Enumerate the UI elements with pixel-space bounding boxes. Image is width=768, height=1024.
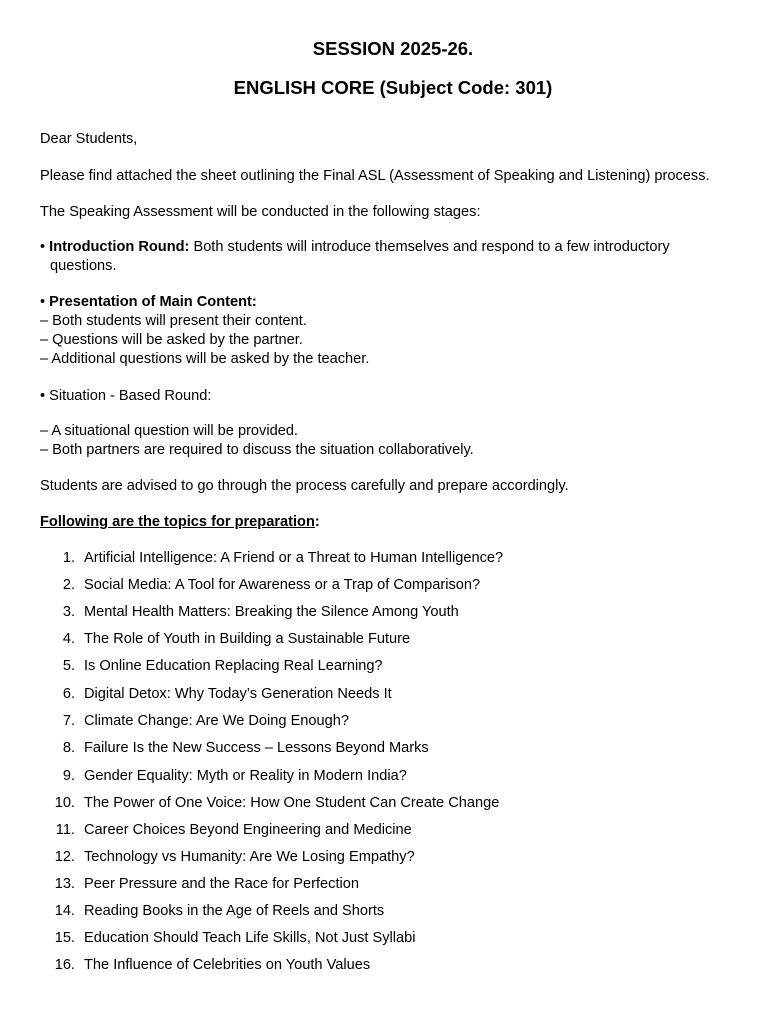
session-title: SESSION 2025-26. <box>312 38 474 59</box>
topic-number: 15. <box>54 930 75 946</box>
stage-item: – A situational question will be provided. <box>40 423 298 439</box>
topic-text: Peer Pressure and the Race for Perfection <box>84 876 359 892</box>
stage-text: Both students will introduce themselves and respond to a few introductory <box>189 239 670 255</box>
intro-paragraph: Please find attached the sheet outlining the Final ASL (Assessment of Speaking and Listening) process. <box>40 168 710 184</box>
topic-number: 12. <box>54 849 75 865</box>
stage-label: Introduction Round: <box>49 239 190 255</box>
topic-number: 14. <box>54 903 75 919</box>
stage-introduction-round-cont: questions. <box>50 258 117 274</box>
stage-situation-round: • Situation - Based Round: <box>40 388 212 404</box>
topic-number: 8. <box>62 740 75 756</box>
topic-text: The Role of Youth in Building a Sustainable Future <box>84 631 411 647</box>
topic-number: 11. <box>55 822 75 838</box>
stage-item: – Questions will be asked by the partner. <box>40 332 303 348</box>
topic-text: Is Online Education Replacing Real Learning? <box>84 658 383 674</box>
topic-text: Technology vs Humanity: Are We Losing Empathy? <box>84 849 415 865</box>
topic-text: Reading Books in the Age of Reels and Shorts <box>84 903 385 919</box>
topic-number: 4. <box>62 631 75 647</box>
topic-text: The Influence of Celebrities on Youth Values <box>84 957 371 973</box>
topic-text: Digital Detox: Why Today’s Generation Needs It <box>84 686 392 702</box>
stage-label: Presentation of Main Content: <box>49 294 257 310</box>
topic-number: 1. <box>62 550 75 566</box>
topic-text: Mental Health Matters: Breaking the Silence Among Youth <box>84 604 459 620</box>
topic-text: The Power of One Voice: How One Student Can Create Change <box>84 795 500 811</box>
topic-number: 9. <box>62 768 75 784</box>
stage-item: – Additional questions will be asked by the teacher. <box>40 351 370 367</box>
topic-text: Failure Is the New Success – Lessons Beyond Marks <box>84 740 429 756</box>
stage-item: – Both partners are required to discuss the situation collaboratively. <box>40 442 474 458</box>
topic-text: Gender Equality: Myth or Reality in Modern India? <box>84 768 407 784</box>
topic-number: 13. <box>54 876 75 892</box>
topics-heading-colon: : <box>314 514 320 530</box>
topic-number: 2. <box>62 577 75 593</box>
subject-title: ENGLISH CORE (Subject Code: 301) <box>233 77 553 98</box>
topics-heading-text: Following are the topics for preparation <box>40 514 315 530</box>
topic-text: Career Choices Beyond Engineering and Medicine <box>84 822 412 838</box>
bullet: • <box>40 294 46 310</box>
topic-number: 10. <box>54 795 75 811</box>
topic-number: 7. <box>62 713 75 729</box>
topics-heading <box>40 513 320 532</box>
topic-text: Artificial Intelligence: A Friend or a Threat to Human Intelligence? <box>84 550 504 566</box>
stage-item: – Both students will present their content. <box>40 313 307 329</box>
topic-text: Social Media: A Tool for Awareness or a Trap of Comparison? <box>84 577 481 593</box>
topic-text: Education Should Teach Life Skills, Not Just Syllabi <box>84 930 416 946</box>
topic-text: Climate Change: Are We Doing Enough? <box>84 713 350 729</box>
topic-number: 6. <box>62 686 75 702</box>
stage-main-content <box>40 293 257 312</box>
bullet: • <box>40 239 46 255</box>
stage-introduction-round <box>40 238 670 257</box>
topic-number: 16. <box>54 957 75 973</box>
topic-number: 5. <box>62 658 75 674</box>
stages-intro: The Speaking Assessment will be conducted in the following stages: <box>40 204 481 220</box>
topic-number: 3. <box>62 604 75 620</box>
advice-paragraph: Students are advised to go through the process carefully and prepare accordingly. <box>40 478 569 494</box>
greeting: Dear Students, <box>40 131 138 147</box>
